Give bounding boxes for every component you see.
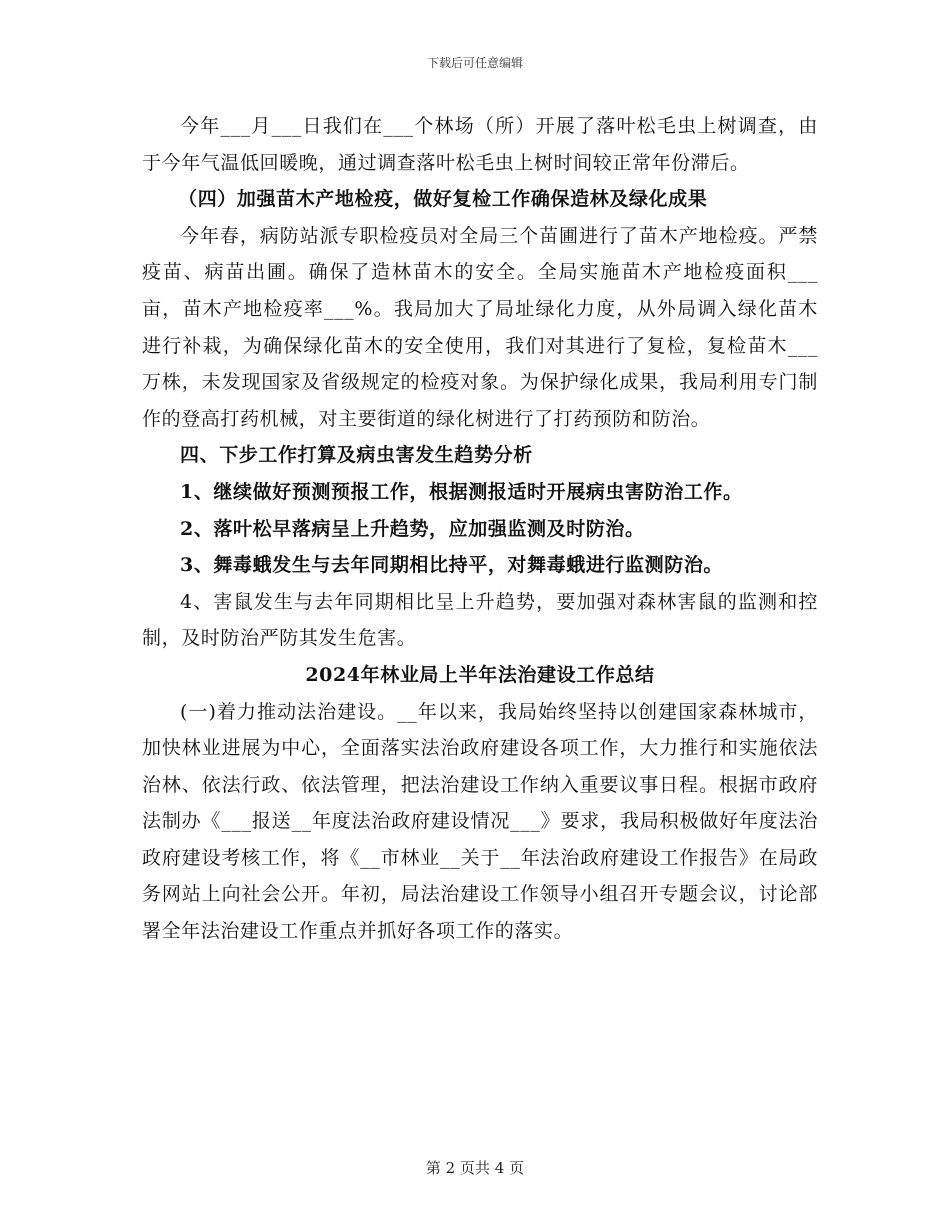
list-item-4: 4、害鼠发生与去年同期相比呈上升趋势，要加强对森林害鼠的监测和控制，及时防治严防其发生危害。 [142, 590, 818, 650]
paragraph-quarantine: 今年春，病防站派专职检疫员对全局三个苗圃进行了苗木产地检疫。严禁疫苗、病苗出圃。确保了造林苗木的安全。全局实施苗木产地检疫面积___亩，苗木产地检疫率___%。我局加大了局址绿化力度，从外局调入绿化苗木进行补栽，为确保绿化苗木的安全使用，我们对其进行了复检，复检苗木___万株，未发现国家及省级规定的检疫对象。为保护绿化成果，我局利用专门制作的登高打药机械，对主要街道的绿化树进行了打药预防和防治。 [142, 224, 818, 430]
list-item-2: 2、落叶松早落病呈上升趋势，应加强监测及时防治。 [180, 517, 645, 540]
document-title: 2024年林业局上半年法治建设工作总结 [305, 663, 655, 686]
section-heading-quarantine: （四）加强苗木产地检疫，做好复检工作确保造林及绿化成果 [178, 188, 708, 211]
page-number: 第 2 页共 4 页 [425, 1159, 525, 1177]
list-item-1: 1、继续做好预测预报工作，根据测报适时开展病虫害防治工作。 [180, 480, 743, 503]
list-item-3: 3、舞毒蛾发生与去年同期相比持平，对舞毒蛾进行监测防治。 [180, 554, 724, 577]
paragraph-legal-construction: (一)着力推动法治建设。__年以来，我局始终坚持以创建国家森林城市，加快林业进展为中心，全面落实法治政府建设各项工作，大力推行和实施依法治林、依法行政、依法管理，把法治建设工作纳入重要议事日程。根据市政府法制办《___报送__年度法治政府建设情况___》要求，我局积极做好年度法治政府建设考核工作，将《__市林业__关于__年法治政府建设工作报告》在局政务网站上向社会公开。年初，局法治建设工作领导小组召开专题会议，讨论部署全年法治建设工作重点并抓好各项工作的落实。 [142, 700, 818, 943]
paragraph-survey: 今年___月___日我们在___个林场（所）开展了落叶松毛虫上树调查，由于今年气温低回暖晚，通过调查落叶松毛虫上树时间较正常年份滞后。 [142, 115, 818, 174]
section-heading-next-steps: 四、下步工作打算及病虫害发生趋势分析 [180, 444, 533, 467]
page-header-note: 下载后可任意编辑 [426, 56, 523, 70]
document-body [142, 108, 818, 950]
